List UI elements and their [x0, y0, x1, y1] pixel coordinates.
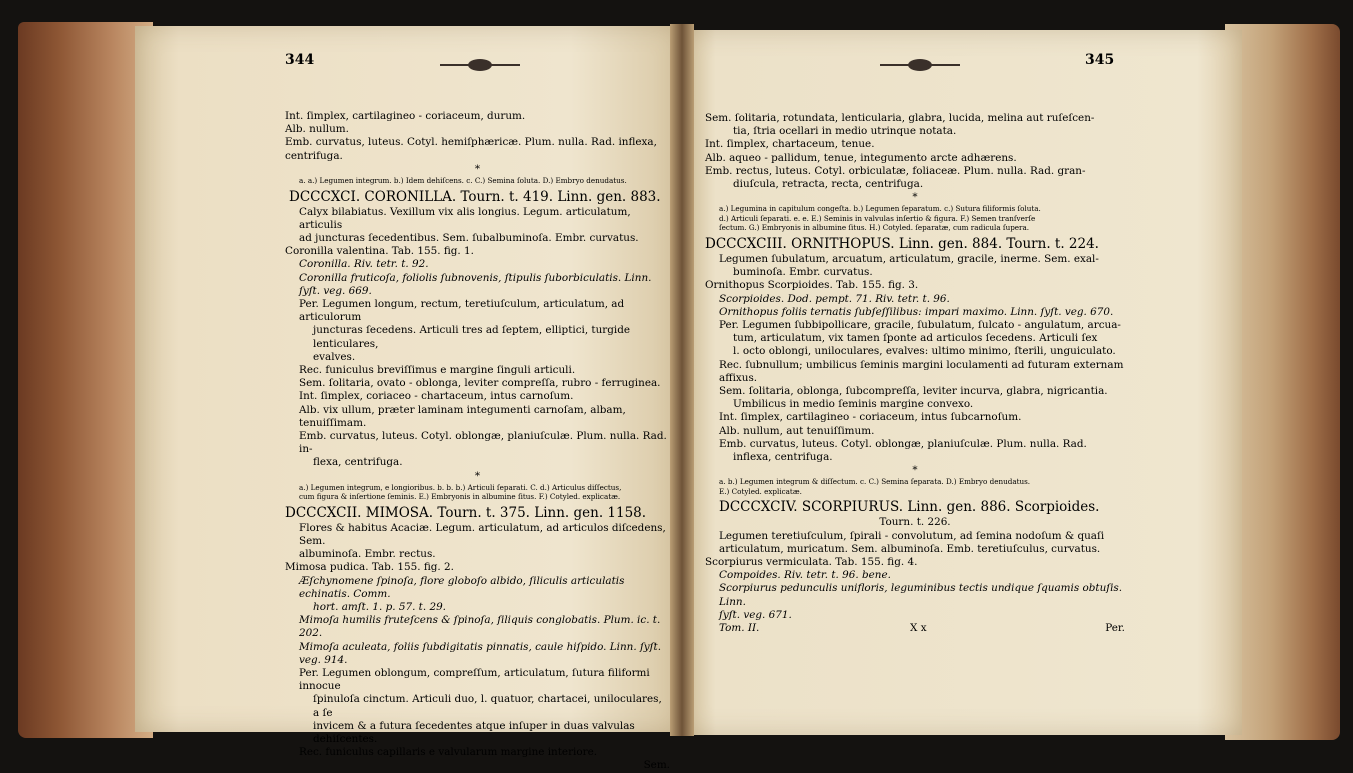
text-line: Per. Legumen ſubbipollicare, gracile, ſubulatum, ſulcato - angulatum, arcua-: [719, 318, 1121, 331]
left-text-column: [285, 110, 670, 773]
catchword: Sem.: [643, 759, 670, 772]
figure-caption: d.) Articuli ſeparati. e. e. E.) Seminis in valvulas inſertio & figura. F.) Semen tranſverſe: [719, 213, 1036, 223]
genus-heading-continued: Tourn. t. 226.: [879, 516, 951, 529]
book-edge-left: [18, 22, 153, 738]
text-line: *: [474, 162, 481, 175]
text-line: ſpinuloſa cinctum. Articuli duo, l. quatuor, chartacei, uniloculares, a ſe: [313, 693, 662, 719]
volume-label: Tom. II.: [719, 622, 760, 634]
page-footer: [705, 622, 1125, 636]
figure-caption: E.) Cotyled. explicatæ.: [719, 486, 802, 496]
text-line: *: [912, 191, 918, 204]
genus-heading: DCCCXCIII. ORNITHOPUS. Linn. gen. 884. Tourn. t. 224.: [705, 235, 1099, 252]
text-line: juncturas ſecedens. Articuli tres ad ſeptem, elliptici, turgide lenticulares,: [313, 324, 631, 350]
text-line: Sem. ſolitaria, oblonga, ſubcompreſſa, leviter incurva, glabra, nigricantia.: [719, 384, 1108, 397]
text-line: Legumen ſubulatum, arcuatum, articulatum, gracile, inerme. Sem. exal-: [719, 252, 1099, 265]
text-line: Int. ſimplex, chartaceum, tenue.: [705, 138, 875, 151]
text-line: Ornithopus foliis ternatis ſubſeſſilibus: impari maximo. Linn. ſyſt. veg. 670.: [719, 305, 1114, 318]
text-line: tia, ſtria ocellari in medio utrinque notata.: [733, 125, 957, 138]
header-ornament-right: [880, 58, 960, 72]
text-line: Ornithopus Scorpioides. Tab. 155. fig. 3.: [705, 279, 919, 292]
figure-caption: a. a.) Legumen integrum. b.) Idem dehiſcens. c. C.) Semina ſoluta. D.) Embryo denudatus.: [299, 176, 627, 186]
catchword: Per.: [1105, 622, 1125, 634]
text-line: Emb. rectus, luteus. Cotyl. orbiculatæ, foliaceæ. Plum. nulla. Rad. gran-: [705, 164, 1086, 177]
text-line: ad juncturas ſecedentibus. Sem. ſubalbuminoſa. Embr. curvatus.: [299, 231, 639, 244]
text-line: Sem. ſolitaria, rotundata, lenticularia, glabra, lucida, melina aut ruſeſcen-: [705, 112, 1095, 124]
right-text-column: [705, 112, 1125, 636]
text-line: Compoides. Riv. tetr. t. 96. bene.: [719, 569, 891, 582]
text-line: Emb. curvatus, luteus. Cotyl. oblongæ, planiuſculæ. Plum. nulla. Rad. in-: [299, 429, 667, 456]
text-line: Per. Legumen longum, rectum, teretiuſculum, articulatum, ad articulorum: [299, 297, 625, 324]
text-line: Coronilla valentina. Tab. 155. fig. 1.: [285, 245, 474, 258]
text-line: Emb. curvatus, luteus. Cotyl. hemiſphæricæ. Plum. nulla. Rad. inflexa, centrifuga.: [285, 136, 657, 162]
text-line: Alb. vix ullum, præter laminam integumenti carnoſam, albam, tenuiſſimam.: [299, 403, 626, 429]
text-line: buminoſa. Embr. curvatus.: [733, 266, 873, 279]
figure-caption: a. b.) Legumen integrum & diſſectum. c. C.) Semina ſeparata. D.) Embryo denudatus.: [719, 477, 1031, 487]
text-line: Coronilla. Riv. tetr. t. 92.: [299, 258, 429, 271]
text-line: Int. ſimplex, cartilagineo - coriaceum, intus ſubcarnoſum.: [719, 411, 1022, 424]
text-line: Æſchynomene ſpinoſa, flore globoſo albido, ſiliculis articulatis echinatis. Comm.: [299, 574, 625, 600]
text-line: Emb. curvatus, luteus. Cotyl. oblongæ, planiuſculæ. Plum. nulla. Rad.: [719, 437, 1087, 450]
text-line: Calyx bilabiatus. Vexillum vix alis longius. Legum. articulatum, articulis: [299, 205, 631, 231]
text-line: invicem & a futura ſecedentes atque inſuper in duas valvulas dehiſcentes.: [313, 719, 635, 746]
text-line: inflexa, centrifuga.: [733, 450, 833, 463]
text-line: Rec. funiculus capillaris e valvularum margine interiore.: [299, 746, 598, 759]
page-number-right: 345: [1085, 52, 1115, 68]
text-line: *: [912, 464, 918, 477]
text-line: Int. ſimplex, coriaceo - chartaceum, intus carnoſum.: [299, 390, 574, 403]
genus-heading: DCCCXCI. CORONILLA. Tourn. t. 419. Linn. gen. 883.: [289, 188, 661, 205]
text-line: Sem. ſolitaria, ovato - oblonga, leviter compreſſa, rubro - ferruginea.: [299, 377, 661, 390]
book-gutter: [670, 24, 694, 736]
text-line: Coronilla fruticoſa, foliolis ſubnovenis, ſtipulis ſuborbiculatis. Linn. ſyſt. veg. 669.: [299, 271, 652, 297]
text-line: Mimoſa aculeata, foliis ſubdigitatis pinnatis, caule hiſpido. Linn. ſyſt. veg. 914.: [299, 640, 662, 666]
text-line: albuminoſa. Embr. rectus.: [299, 548, 436, 561]
book-edge-right: [1225, 24, 1340, 740]
header-ornament-left: [440, 58, 520, 72]
text-line: Legumen teretiuſculum, ſpirali - convolutum, ad ſemina nodoſum & quaſi: [719, 529, 1105, 542]
text-line: Mimosa pudica. Tab. 155. fig. 2.: [285, 561, 454, 574]
genus-heading: DCCCXCIV. SCORPIURUS. Linn. gen. 886. Scorpioides.: [719, 499, 1100, 516]
text-line: articulatum, muricatum. Sem. albuminoſa. Emb. teretiuſculus, curvatus.: [719, 542, 1101, 555]
text-line: Mimoſa humilis fruteſcens & ſpinoſa, ſiliquis conglobatis. Plum. ic. t. 202.: [299, 614, 661, 640]
text-line: Alb. aqueo - pallidum, tenue, integumento arcte adhærens.: [705, 151, 1017, 164]
text-line: Rec. funiculus breviſſimus e margine ſinguli articuli.: [299, 363, 576, 376]
text-line: tum, articulatum, vix tamen ſponte ad articulos ſecedens. Articuli ſex: [733, 332, 1098, 345]
text-line: l. octo oblongi, uniloculares, evalves: ultimo minimo, ſterili, unguiculato.: [733, 345, 1116, 358]
text-line: Alb. nullum, aut tenuiſſimum.: [719, 424, 875, 437]
text-line: Int. ſimplex, cartilagineo - coriaceum, durum.: [285, 110, 526, 122]
text-line: Scorpiurus vermiculata. Tab. 155. fig. 4.: [705, 555, 918, 568]
text-line: Umbilicus in medio ſeminis margine convexo.: [733, 398, 974, 411]
signature-mark: X x: [910, 622, 927, 634]
text-line: evalves.: [313, 350, 356, 363]
text-line: Alb. nullum.: [285, 123, 349, 136]
text-line: ſyſt. veg. 671.: [719, 608, 792, 621]
text-line: Flores & habitus Acaciæ. Legum. articulatum, ad articulos diſcedens, Sem.: [299, 521, 666, 547]
figure-caption: ſectum. G.) Embryonis in albumine ſitus. H.) Cotyled. ſeparatæ, cum radicula ſupera.: [719, 223, 1030, 233]
figure-caption: a.) Legumina in capitulum congeſta. b.) Legumen ſeparatum. c.) Sutura filiformis ſoluta.: [719, 204, 1041, 214]
text-line: Per. Legumen oblongum, compreſſum, articulatum, ſutura filiformi innocue: [299, 667, 650, 693]
text-line: hort. amſt. 1. p. 57. t. 29.: [313, 601, 446, 613]
text-line: Scorpioides. Dod. pempt. 71. Riv. tetr. t. 96.: [719, 292, 950, 305]
figure-caption: cum figura & inſertione ſeminis. E.) Embryonis in albumine ſitus. F.) Cotyled. explicatæ.: [299, 492, 621, 502]
page-number-left: 344: [285, 52, 315, 68]
text-line: Scorpiurus pedunculis unifloris, leguminibus tectis undique ſquamis obtuſis. Linn.: [719, 582, 1123, 608]
genus-heading: DCCCXCII. MIMOSA. Tourn. t. 375. Linn. gen. 1158.: [285, 504, 647, 521]
text-line: *: [474, 469, 481, 482]
text-line: diuſcula, retracta, recta, centrifuga.: [733, 178, 924, 191]
figure-caption: a.) Legumen integrum, e longioribus. b. b. b.) Articuli ſeparati. C. d.) Articulus diſſectus,: [299, 482, 622, 492]
text-line: flexa, centrifuga.: [313, 456, 403, 469]
text-line: Rec. ſubnullum; umbilicus ſeminis margini loculamenti ad futuram externam affixus.: [719, 358, 1124, 384]
